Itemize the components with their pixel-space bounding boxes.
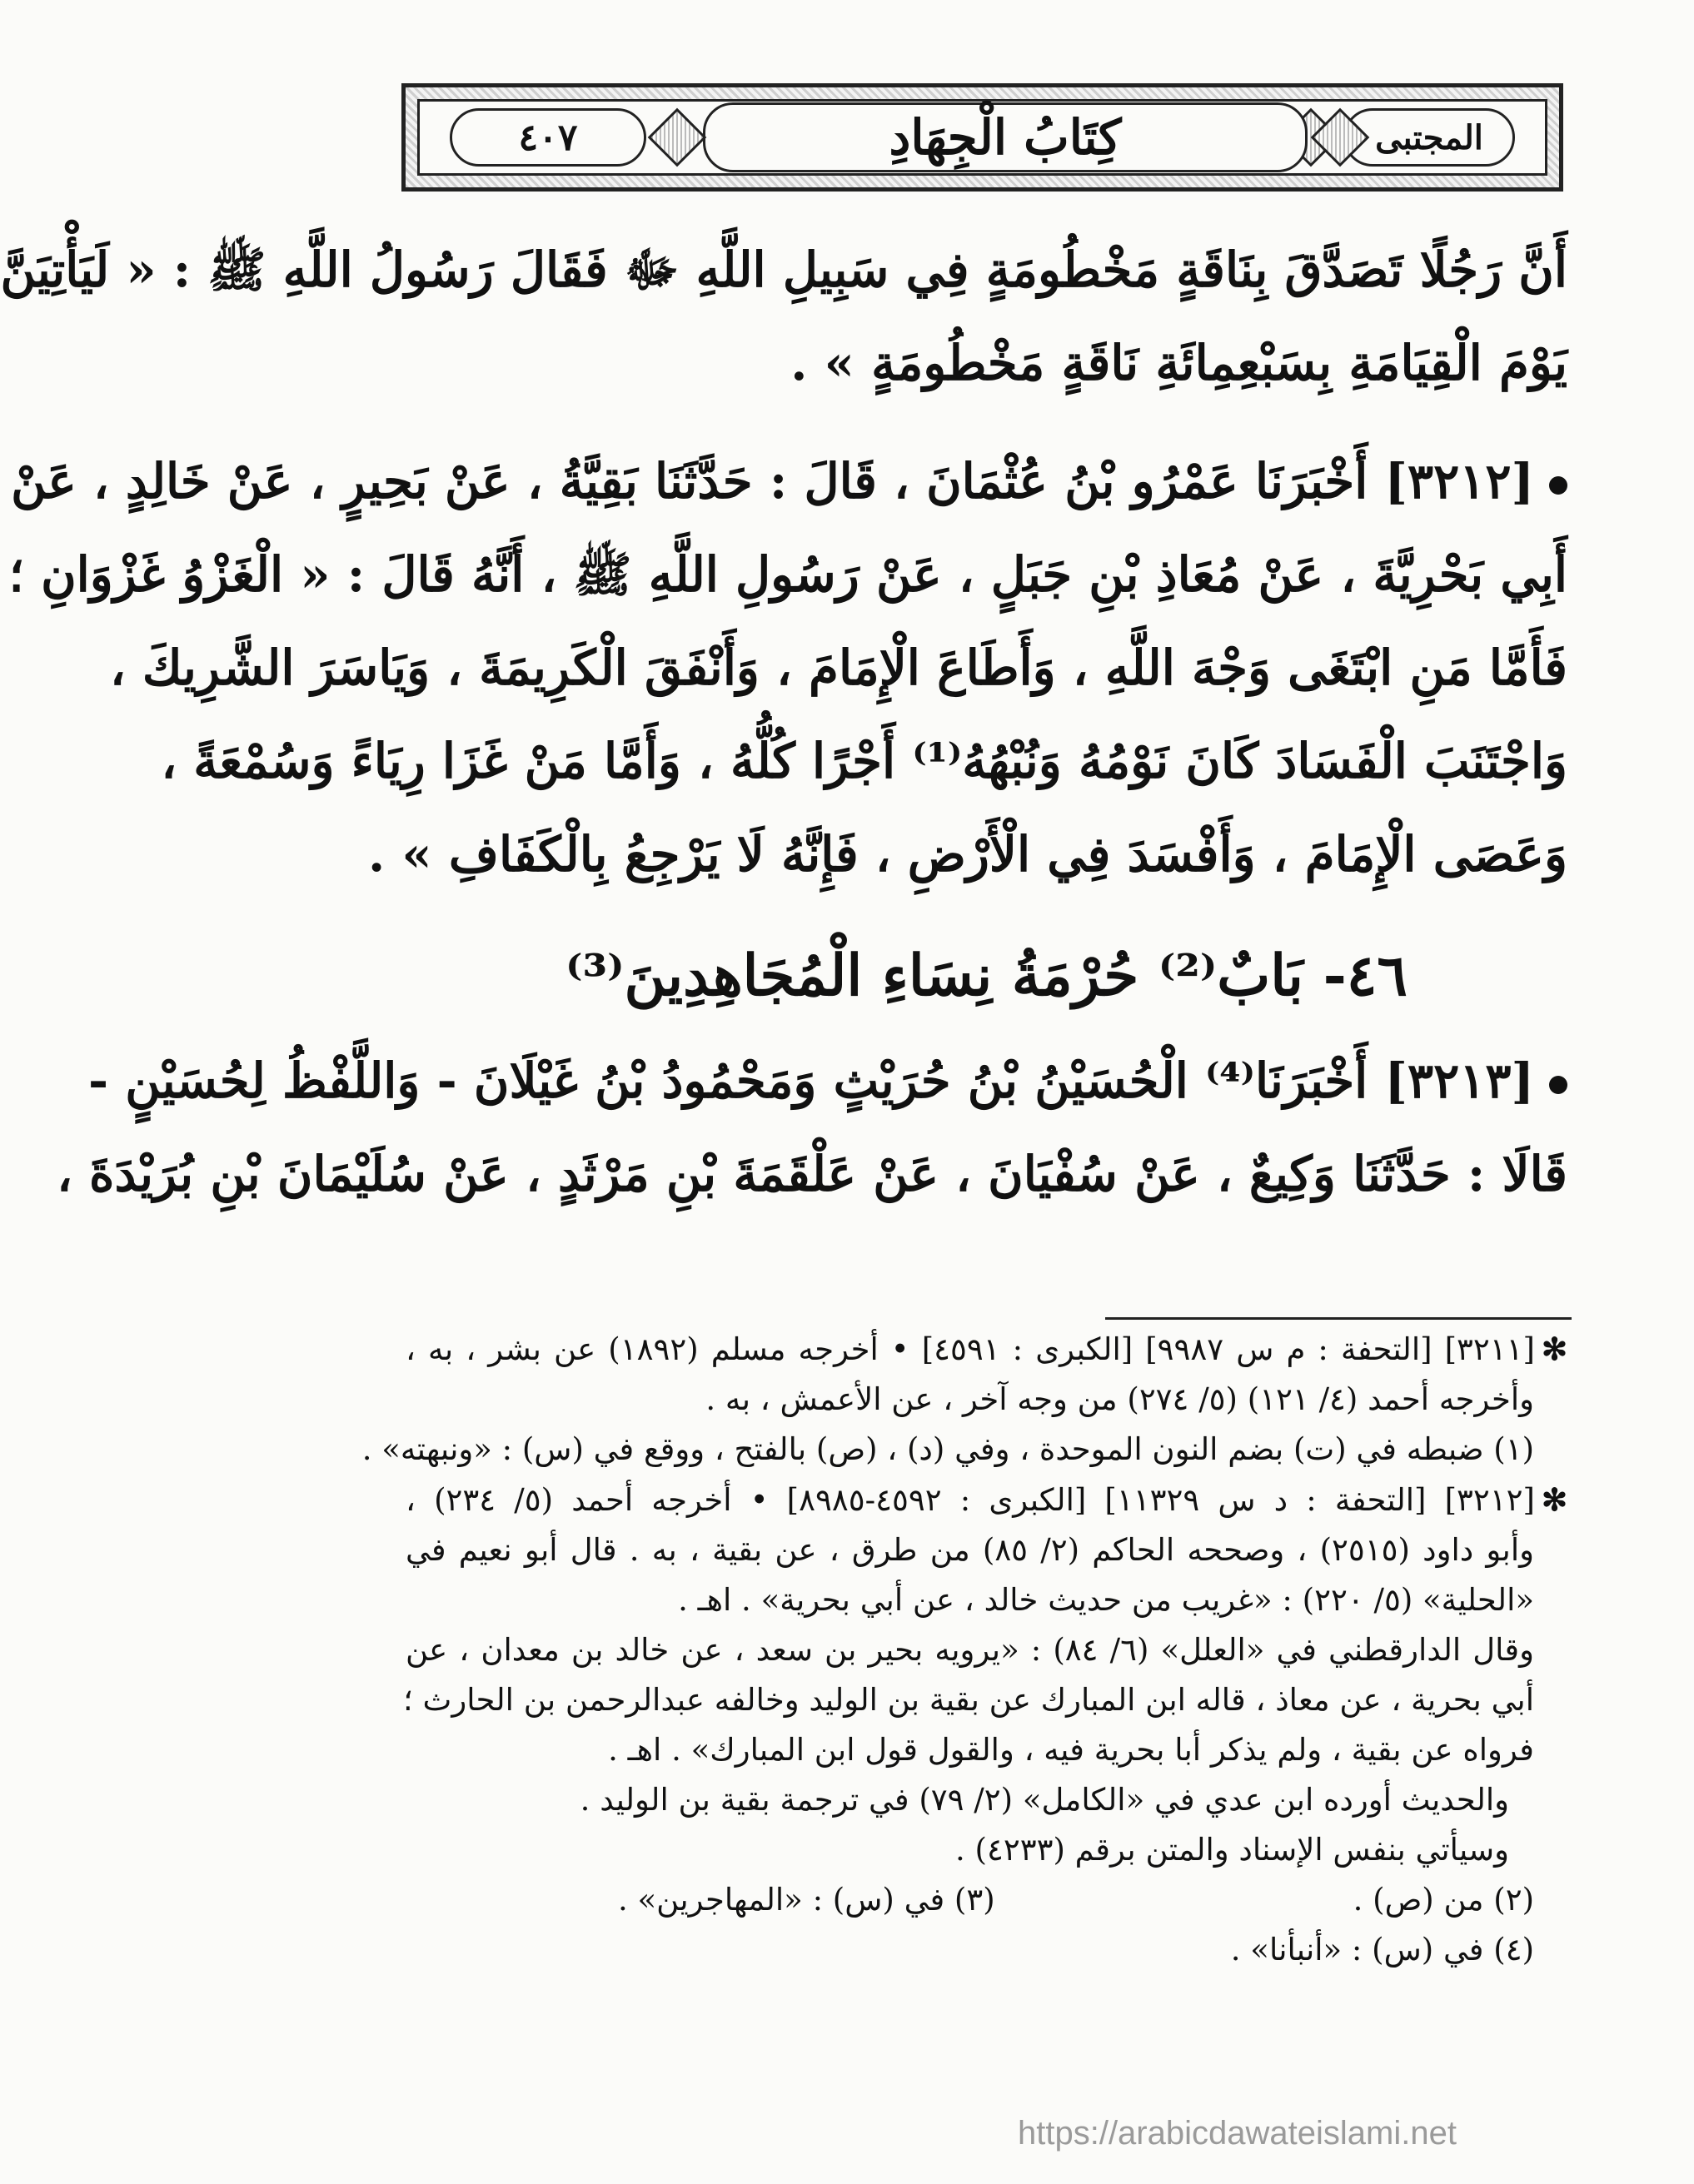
hadith-3212: [8, 435, 1567, 901]
page-number: ٤٠٧: [450, 108, 646, 167]
text-line: قَالَا : حَدَّثَنَا وَكِيعٌ ، عَنْ سُفْيَانَ ، عَنْ عَلْقَمَةَ بْنِ مَرْثَدٍ ، عَنْ سُلَيْمَانَ بْنِ بُرَيْدَةَ ،: [57, 1146, 1567, 1202]
footnote-line: وقال الدارقطني في «العلل» (٦/ ٨٤) : «يرويه بحير بن سعد ، عن خالد بن معدان ، عن: [406, 1632, 1534, 1668]
page-header: [401, 83, 1563, 192]
footnotes: [361, 1324, 1567, 1975]
text-line: فَأَمَّا مَنِ ابْتَغَى وَجْهَ اللَّهِ ، وَأَطَاعَ الْإِمَامَ ، وَأَنْفَقَ الْكَرِيمَةَ ، وَيَاسَرَ الشَّرِيكَ ،: [110, 639, 1567, 696]
footnote-line: (١) ضبطه في (ت) بضم النون الموحدة ، وفي (د) ، (ص) بالفتح ، ووقع في (س) : «ونبهته» .: [361, 1431, 1534, 1467]
footnote-line: ✻[٣٢١١] [التحفة : م س ٩٩٨٧] [الكبرى : ٤٥٩١] • أخرجه مسلم (١٨٩٢) عن بشر ، به ،: [406, 1331, 1567, 1367]
chapter-heading: ٤٦- بَابٌ⁽²⁾ حُرْمَةُ نِسَاءِ الْمُجَاهِدِينَ⁽³⁾: [565, 943, 1408, 1009]
main-text: [0, 223, 1567, 1246]
text-line: [٣٢١٣] أَخْبَرَنَا⁽⁴⁾ الْحُسَيْنُ بْنُ حُرَيْثٍ وَمَحْمُودُ بْنُ غَيْلَانَ - وَاللَّفْظُ لِحُسَيْنٍ -: [406, 1034, 1567, 1127]
header-frame: [417, 99, 1547, 176]
footnote-3: (٣) في (س) : «المهاجرين» .: [618, 1882, 995, 1918]
footnote-line: (٤) في (س) : «أنبأنا» .: [1230, 1932, 1534, 1968]
text-line: وَعَصَى الْإِمَامَ ، وَأَفْسَدَ فِي الْأَرْضِ ، فَإِنَّهُ لَا يَرْجِعُ بِالْكَفَافِ » .: [368, 826, 1567, 883]
bullet-icon: [1549, 1076, 1567, 1094]
watermark: https://arabicdawateislami.net: [1018, 2115, 1457, 2152]
footnote-line: وأبو داود (٢٥١٥) ، وصححه الحاكم (٢/ ٨٥) من طرق ، عن بقية ، به . قال أبو نعيم في: [406, 1532, 1534, 1568]
footnote-2: (٢) من (ص) .: [1353, 1882, 1534, 1918]
footnote-pair: [618, 1875, 1567, 1925]
text-line: [٣٢١٢] أَخْبَرَنَا عَمْرُو بْنُ عُثْمَانَ ، قَالَ : حَدَّثَنَا بَقِيَّةُ ، عَنْ بَحِيرٍ ، عَنْ خَالِدٍ ، عَنْ: [406, 435, 1567, 528]
text-line: أَنَّ رَجُلًا تَصَدَّقَ بِنَاقَةٍ مَخْطُومَةٍ فِي سَبِيلِ اللَّهِ ﷻ فَقَالَ رَسُولُ اللَّهِ ﷺ : « لَيَأْتِيَنَّ: [0, 241, 1567, 298]
footnote-line: والحديث أورده ابن عدي في «الكامل» (٢/ ٧٩) في ترجمة بقية بن الوليد .: [580, 1782, 1509, 1818]
hadith-3211-ending: [0, 223, 1567, 410]
footnote-line: «الحلية» (٥/ ٢٢٠) : «غريب من حديث خالد ، عن أبي بحرية» . اهـ .: [678, 1582, 1534, 1618]
footnote-line: أبي بحرية ، عن معاذ ، قاله ابن المبارك عن بقية بن الوليد وخالفه عبدالرحمن بن الحارث ؛: [403, 1682, 1534, 1718]
series-logo: المجتبى: [1343, 108, 1515, 167]
asterisk-icon: ✻: [1541, 1481, 1567, 1518]
text-line: يَوْمَ الْقِيَامَةِ بِسَبْعِمِائَةِ نَاقَةٍ مَخْطُومَةٍ » .: [790, 335, 1567, 391]
hadith-3213: [57, 1034, 1567, 1221]
footnote-line: ✻[٣٢١٢] [التحفة : د س ١١٣٢٩] [الكبرى : ٤٥٩٢-٨٩٨٥] • أخرجه أحمد (٥/ ٢٣٤) ،: [406, 1481, 1567, 1518]
footnote-divider: [1105, 1317, 1572, 1320]
ornament-icon: [648, 108, 707, 167]
footnote-line: وأخرجه أحمد (٤/ ١٢١) (٥/ ٢٧٤) من وجه آخر ، عن الأعمش ، به .: [705, 1381, 1534, 1417]
text-line: وَاجْتَنَبَ الْفَسَادَ كَانَ نَوْمُهُ وَنُبْهُهُ⁽¹⁾ أَجْرًا كُلُّهُ ، وَأَمَّا مَنْ غَزَا رِيَاءً وَسُمْعَةً ،: [161, 733, 1567, 789]
book-title: كِتَابُ الْجِهَادِ: [703, 102, 1308, 172]
footnote-line: وسيأتي بنفس الإسناد والمتن برقم (٤٢٣٣) .: [955, 1832, 1509, 1868]
footnote-line: فرواه عن بقية ، ولم يذكر أبا بحرية فيه ، والقول قول ابن المبارك» . اهـ .: [608, 1732, 1534, 1768]
asterisk-icon: ✻: [1541, 1331, 1567, 1367]
text-line: أَبِي بَحْرِيَّةَ ، عَنْ مُعَاذِ بْنِ جَبَلٍ ، عَنْ رَسُولِ اللَّهِ ﷺ ، أَنَّهُ قَالَ : « الْغَزْوُ غَزْوَانِ ؛: [8, 546, 1567, 603]
bullet-icon: [1549, 476, 1567, 495]
